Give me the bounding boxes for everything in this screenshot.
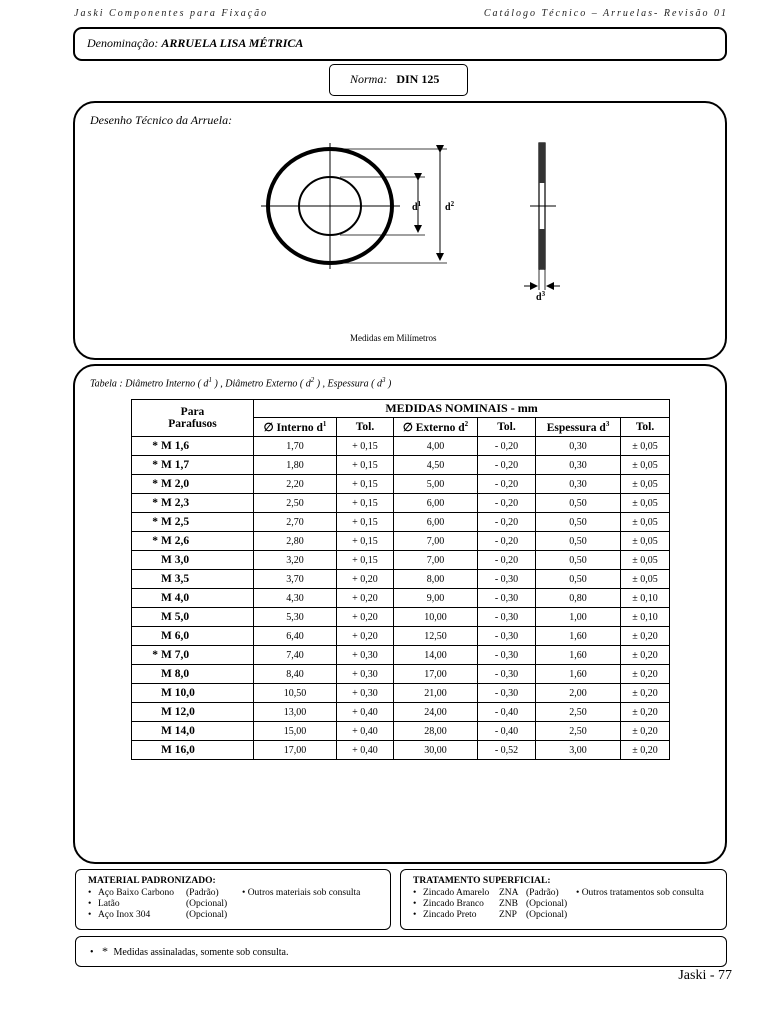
cell-d2: 6,00 (394, 494, 478, 513)
cell-t3: ± 0,20 (621, 684, 670, 703)
table-row (132, 437, 670, 456)
table-row (132, 532, 670, 551)
cell-d2: 10,00 (394, 608, 478, 627)
note-bullet: • (90, 947, 94, 958)
header-left: Jaski Componentes para Fixação (74, 8, 269, 19)
table-row (132, 627, 670, 646)
dimensions-table (131, 399, 670, 760)
cell-t1: + 0,20 (337, 570, 394, 589)
bolt-size: M 2,5 (161, 516, 190, 528)
bolt-size: M 8,0 (161, 668, 190, 680)
cell-d2: 4,00 (394, 437, 478, 456)
treatment-item-2: • Zincado Branco ZNB (Opcional) (413, 899, 568, 909)
cell-t2: - 0,20 (478, 532, 536, 551)
bolt-size-cell (132, 608, 254, 627)
cell-t1: + 0,20 (337, 627, 394, 646)
cell-t2: - 0,40 (478, 703, 536, 722)
table-row (132, 684, 670, 703)
drawing-caption: Medidas em Milímetros (350, 333, 437, 343)
cell-d1: 13,00 (254, 703, 337, 722)
cell-t3: ± 0,20 (621, 646, 670, 665)
cell-d3: 0,30 (536, 475, 621, 494)
cell-d2: 17,00 (394, 665, 478, 684)
bolt-size: M 5,0 (161, 611, 190, 623)
d1-label: $d^1$ (412, 200, 422, 213)
cell-t3: ± 0,20 (621, 741, 670, 760)
cell-t2: - 0,30 (478, 589, 536, 608)
bolt-size-cell (132, 684, 254, 703)
d3-label: $d^3$ (536, 290, 546, 303)
col-header-bolt: Para Parafusos (132, 400, 254, 437)
cell-t1: + 0,15 (337, 437, 394, 456)
cell-d3: 1,00 (536, 608, 621, 627)
table-row (132, 570, 670, 589)
material-box (75, 869, 391, 930)
cell-d3: 2,00 (536, 684, 621, 703)
cell-t3: ± 0,05 (621, 551, 670, 570)
cell-d1: 1,80 (254, 456, 337, 475)
cell-d3: 1,60 (536, 665, 621, 684)
bolt-size-cell (132, 437, 254, 456)
cell-d3: 1,60 (536, 627, 621, 646)
cell-d1: 2,50 (254, 494, 337, 513)
bolt-size-cell (132, 665, 254, 684)
bolt-size: M 6,0 (161, 630, 190, 642)
col-header-espessura: Espessura $d^3$ (536, 418, 621, 437)
cell-t1: + 0,30 (337, 684, 394, 703)
cell-t1: + 0,15 (337, 494, 394, 513)
cell-d3: 2,50 (536, 722, 621, 741)
cell-t1: + 0,15 (337, 551, 394, 570)
bolt-size-cell (132, 627, 254, 646)
bolt-size: M 1,7 (161, 459, 190, 471)
treatment-title: TRATAMENTO SUPERFICIAL: (413, 876, 551, 886)
cell-d2: 4,50 (394, 456, 478, 475)
consult-asterisk: * (152, 516, 158, 528)
cell-d1: 2,20 (254, 475, 337, 494)
norma-label: Norma: (350, 72, 388, 86)
cell-t2: - 0,30 (478, 570, 536, 589)
bolt-size: M 7,0 (161, 649, 190, 661)
cell-d1: 2,70 (254, 513, 337, 532)
table-row (132, 589, 670, 608)
cell-t2: - 0,52 (478, 741, 536, 760)
cell-d2: 28,00 (394, 722, 478, 741)
treatment-other: • Outros tratamentos sob consulta (576, 888, 704, 898)
cell-d3: 2,50 (536, 703, 621, 722)
material-other: • Outros materiais sob consulta (242, 888, 361, 898)
cell-t3: ± 0,20 (621, 703, 670, 722)
cell-t3: ± 0,05 (621, 570, 670, 589)
bolt-size: M 10,0 (161, 687, 195, 699)
cell-t2: - 0,20 (478, 513, 536, 532)
treatment-item-1: • Zincado Amarelo ZNA (Padrão) (413, 888, 559, 898)
cell-d3: 0,30 (536, 437, 621, 456)
bolt-size-cell (132, 532, 254, 551)
cell-d2: 24,00 (394, 703, 478, 722)
note-text: Medidas assinaladas, somente sob consulta. (113, 947, 289, 958)
cell-d1: 4,30 (254, 589, 337, 608)
bolt-size: M 16,0 (161, 744, 195, 756)
norma-value: DIN 125 (396, 72, 440, 86)
cell-t1: + 0,15 (337, 513, 394, 532)
note (90, 944, 288, 959)
bolt-size-cell (132, 475, 254, 494)
cell-t2: - 0,30 (478, 665, 536, 684)
cell-d3: 0,50 (536, 551, 621, 570)
table-row (132, 608, 670, 627)
cell-t2: - 0,40 (478, 722, 536, 741)
cell-t3: ± 0,05 (621, 456, 670, 475)
col-header-tol-3: Tol. (621, 418, 670, 437)
table-row (132, 646, 670, 665)
cell-d2: 14,00 (394, 646, 478, 665)
note-star: * (102, 944, 109, 958)
table-row (132, 741, 670, 760)
cell-d1: 15,00 (254, 722, 337, 741)
cell-d1: 6,40 (254, 627, 337, 646)
cell-d2: 7,00 (394, 532, 478, 551)
header-right: Catálogo Técnico – Arruelas- Revisão 01 (483, 8, 728, 19)
material-item-2: • Latão (Opcional) (88, 899, 228, 909)
note-box (75, 936, 727, 967)
material-item-1: • Aço Baixo Carbono (Padrão) (88, 888, 219, 898)
cell-d3: 0,50 (536, 532, 621, 551)
cell-d1: 10,50 (254, 684, 337, 703)
bolt-size: M 2,0 (161, 478, 190, 490)
treatment-box (400, 869, 727, 930)
consult-asterisk: * (152, 459, 158, 471)
cell-t3: ± 0,05 (621, 494, 670, 513)
cell-t1: + 0,20 (337, 589, 394, 608)
denominacao-label: Denominação: (87, 36, 159, 50)
cell-t1: + 0,40 (337, 703, 394, 722)
cell-t2: - 0,20 (478, 456, 536, 475)
table-row (132, 722, 670, 741)
cell-t2: - 0,30 (478, 627, 536, 646)
material-item-3: • Aço Inox 304 (Opcional) (88, 910, 228, 920)
table-row (132, 494, 670, 513)
bolt-size: M 2,3 (161, 497, 190, 509)
cell-d2: 9,00 (394, 589, 478, 608)
drawing-title: Desenho Técnico da Arruela: (90, 113, 233, 127)
cell-t2: - 0,30 (478, 684, 536, 703)
page-footer: Jaski - 77 (678, 968, 732, 983)
cell-d2: 8,00 (394, 570, 478, 589)
table-row (132, 703, 670, 722)
cell-d1: 2,80 (254, 532, 337, 551)
col-header-externo: ∅ Externo $d^2$ (394, 418, 478, 437)
bolt-size-cell (132, 722, 254, 741)
bolt-size: M 14,0 (161, 725, 195, 737)
cell-t3: ± 0,05 (621, 532, 670, 551)
bolt-size: M 1,6 (161, 440, 190, 452)
cell-t1: + 0,40 (337, 722, 394, 741)
col-header-tol-2: Tol. (478, 418, 536, 437)
treatment-item-3: • Zincado Preto ZNP (Opcional) (413, 910, 568, 920)
cell-t1: + 0,15 (337, 475, 394, 494)
bolt-size-cell (132, 646, 254, 665)
cell-d3: 3,00 (536, 741, 621, 760)
consult-asterisk: * (152, 535, 158, 547)
table-row (132, 665, 670, 684)
bolt-size: M 3,5 (161, 573, 190, 585)
bolt-size: M 12,0 (161, 706, 195, 718)
cell-d2: 5,00 (394, 475, 478, 494)
table-caption: Tabela : Diâmetro Interno ( $d^1$ ) , Diâmetro Externo ( $d^2$ ) , Espessura ( $d^3$ ) (90, 376, 392, 390)
cell-d1: 7,40 (254, 646, 337, 665)
table-row (132, 513, 670, 532)
cell-d3: 0,30 (536, 456, 621, 475)
cell-t3: ± 0,10 (621, 589, 670, 608)
consult-asterisk: * (152, 478, 158, 490)
cell-t1: + 0,15 (337, 456, 394, 475)
bolt-size-cell (132, 513, 254, 532)
bolt-size: M 4,0 (161, 592, 190, 604)
cell-t3: ± 0,05 (621, 475, 670, 494)
consult-asterisk: * (152, 649, 158, 661)
col-header-interno: ∅ Interno $d^1$ (254, 418, 337, 437)
bolt-size-cell (132, 551, 254, 570)
cell-d3: 0,50 (536, 494, 621, 513)
cell-t3: ± 0,05 (621, 513, 670, 532)
cell-t1: + 0,40 (337, 741, 394, 760)
consult-asterisk: * (152, 497, 158, 509)
cell-t3: ± 0,10 (621, 608, 670, 627)
cell-t2: - 0,20 (478, 494, 536, 513)
cell-t3: ± 0,05 (621, 437, 670, 456)
cell-d2: 21,00 (394, 684, 478, 703)
cell-d1: 8,40 (254, 665, 337, 684)
cell-d2: 12,50 (394, 627, 478, 646)
cell-d1: 17,00 (254, 741, 337, 760)
group-header: MEDIDAS NOMINAIS - mm (254, 400, 670, 418)
table-row (132, 551, 670, 570)
cell-t2: - 0,20 (478, 475, 536, 494)
cell-d1: 1,70 (254, 437, 337, 456)
cell-t3: ± 0,20 (621, 722, 670, 741)
consult-asterisk: * (152, 440, 158, 452)
cell-t2: - 0,20 (478, 551, 536, 570)
washer-side-view (524, 143, 560, 290)
cell-d2: 30,00 (394, 741, 478, 760)
cell-t1: + 0,30 (337, 646, 394, 665)
table-row (132, 475, 670, 494)
cell-d1: 3,20 (254, 551, 337, 570)
cell-t3: ± 0,20 (621, 627, 670, 646)
cell-d3: 0,50 (536, 513, 621, 532)
cell-t1: + 0,30 (337, 665, 394, 684)
bolt-size-cell (132, 494, 254, 513)
table-row (132, 456, 670, 475)
cell-t3: ± 0,20 (621, 665, 670, 684)
denominacao-value: ARRUELA LISA MÉTRICA (161, 36, 304, 50)
cell-d1: 5,30 (254, 608, 337, 627)
cell-t1: + 0,20 (337, 608, 394, 627)
cell-t1: + 0,15 (337, 532, 394, 551)
bolt-size-cell (132, 589, 254, 608)
bolt-size: M 2,6 (161, 535, 190, 547)
cell-t2: - 0,30 (478, 608, 536, 627)
cell-d3: 1,60 (536, 646, 621, 665)
bolt-size-cell (132, 570, 254, 589)
d2-label: $d^2$ (445, 200, 455, 213)
col-header-tol-1: Tol. (337, 418, 394, 437)
bolt-size: M 3,0 (161, 554, 190, 566)
material-title: MATERIAL PADRONIZADO: (88, 876, 216, 886)
cell-d2: 7,00 (394, 551, 478, 570)
cell-d3: 0,50 (536, 570, 621, 589)
cell-d2: 6,00 (394, 513, 478, 532)
bolt-size-cell (132, 456, 254, 475)
bolt-size-cell (132, 741, 254, 760)
bolt-size-cell (132, 703, 254, 722)
cell-t2: - 0,20 (478, 437, 536, 456)
cell-t2: - 0,30 (478, 646, 536, 665)
cell-d3: 0,80 (536, 589, 621, 608)
table-body (132, 437, 670, 760)
cell-d1: 3,70 (254, 570, 337, 589)
